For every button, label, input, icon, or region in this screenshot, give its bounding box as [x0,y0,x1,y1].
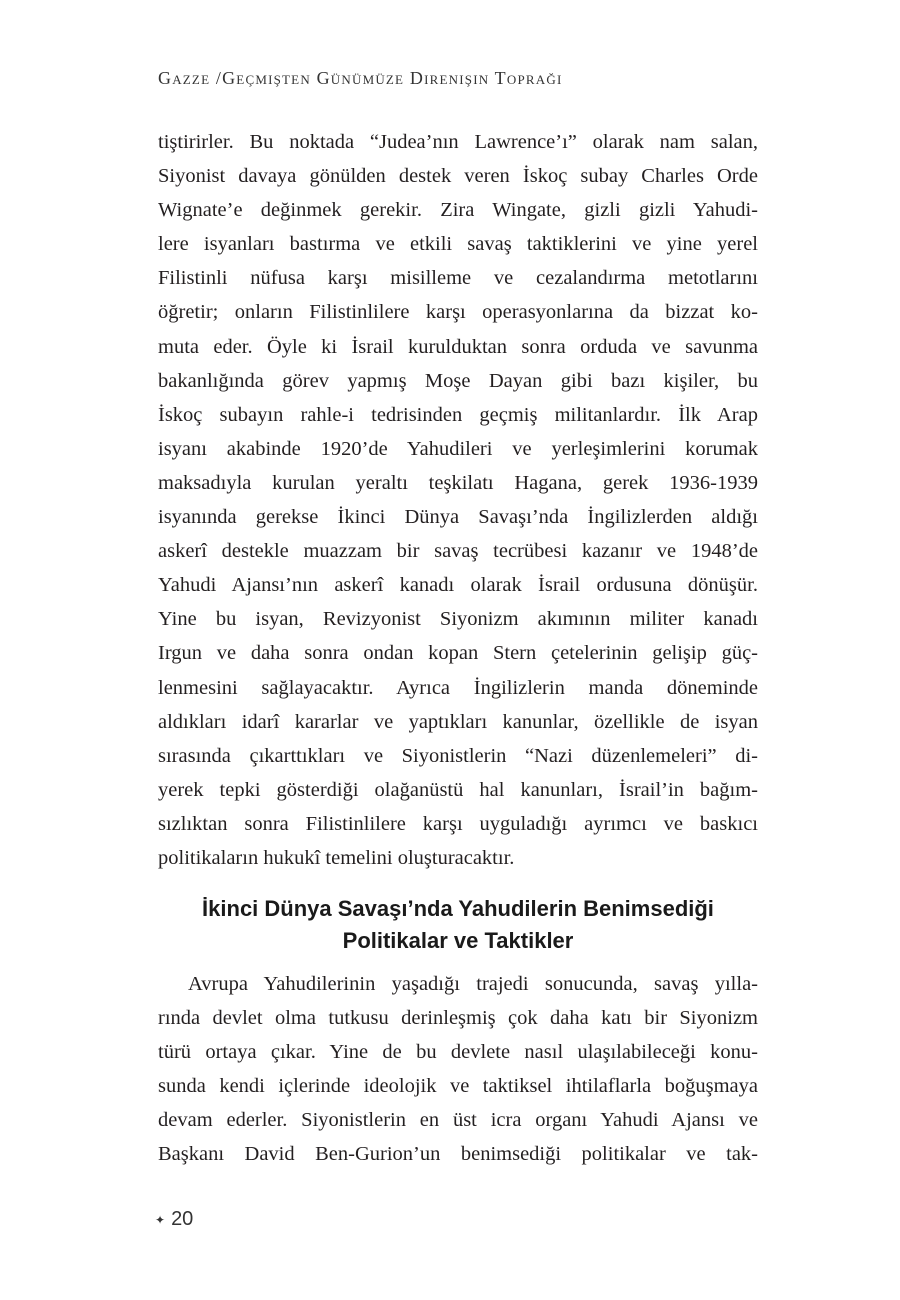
text-line: Filistinli nüfusa karşı misilleme ve cezalandırma metotlarını [158,267,758,290]
ornament-icon: ✦ [155,1212,166,1227]
text-line: isyanı akabinde 1920’de Yahudileri ve yerleşimlerini korumak [158,437,758,460]
text-line: devam ederler. Siyonistlerin en üst icra organı Yahudi Ajansı ve [158,1109,758,1132]
text-line: Başkanı David Ben-Gurion’un benimsediği politikalar ve tak- [158,1143,758,1166]
text-line: türü ortaya çıkar. Yine de bu devlete nasıl ulaşılabileceği konu- [158,1041,758,1064]
text-line: bakanlığında görev yapmış Moşe Dayan gibi bazı kişiler, bu [158,369,758,392]
text-line: aldıkları idarî kararlar ve yaptıkları kanunlar, özellikle de isyan [158,710,758,733]
text-line: maksadıyla kurulan yeraltı teşkilatı Hagana, gerek 1936-1939 [158,471,758,494]
text-line: Yine bu isyan, Revizyonist Siyonizm akımının militer kanadı [158,608,758,631]
text-line: sunda kendi içlerinde ideolojik ve taktiksel ihtilaflarla boğuşmaya [158,1075,758,1098]
text-line: Avrupa Yahudilerinin yaşadığı trajedi sonucunda, savaş yılla- [188,973,758,995]
text-line: Siyonist davaya gönülden destek veren İskoç subay Charles Orde [158,165,758,188]
text-line: sızlıktan sonra Filistinlilere karşı uyguladığı ayrımcı ve baskıcı [158,812,758,835]
text-line: rında devlet olma tutkusu derinleşmiş çok daha katı bir Siyonizm [158,1007,758,1030]
text-line: muta eder. Öyle ki İsrail kurulduktan sonra orduda ve savunma [158,335,758,358]
text-line: yerek tepki gösterdiği olağanüstü hal kanunları, İsrail’in bağım- [158,778,758,801]
text-line: İskoç subayın rahle-i tedrisinden geçmiş militanlardır. İlk Arap [158,403,758,426]
text-line: öğretir; onların Filistinlilere karşı operasyonlarına da bizzat ko- [158,301,758,324]
section-heading-line-1: İkinci Dünya Savaşı’nda Yahudilerin Benimsediği [202,896,714,921]
text-line: politikaların hukukî temelini oluşturacaktır. [158,846,515,869]
text-line: Wignate’e değinmek gerekir. Zira Wingate, gizli gizli Yahudi- [158,199,758,222]
section-heading-line-2: Politikalar ve Taktikler [342,928,574,953]
paragraph-1 [158,125,758,875]
running-header: Gazze /Geçmişten Günümüze Direnişin Toprağı [158,68,563,88]
section-heading [158,893,758,957]
text-line: isyanında gerekse İkinci Dünya Savaşı’nda İngilizlerden aldığı [158,506,758,529]
text-line: askerî destekle muazzam bir savaş tecrübesi kazanır ve 1948’de [158,540,758,563]
text-line: Yahudi Ajansı’nın askerî kanadı olarak İsrail ordusuna dönüşür. [158,574,758,597]
text-line: Irgun ve daha sonra ondan kopan Stern çetelerinin gelişip güç- [158,642,758,665]
paragraph-2 [158,967,758,1172]
text-line: lere isyanları bastırma ve etkili savaş taktiklerini ve yine yerel [158,233,758,256]
page-footer [155,1208,193,1231]
page-number: 20 [171,1208,194,1230]
text-line: lenmesini sağlayacaktır. Ayrıca İngilizlerin manda döneminde [158,676,758,699]
text-line: sırasında çıkarttıkları ve Siyonistlerin “Nazi düzenlemeleri” di- [158,744,758,767]
text-line: tiştirirler. Bu noktada “Judea’nın Lawrence’ı” olarak nam salan, [158,131,758,153]
